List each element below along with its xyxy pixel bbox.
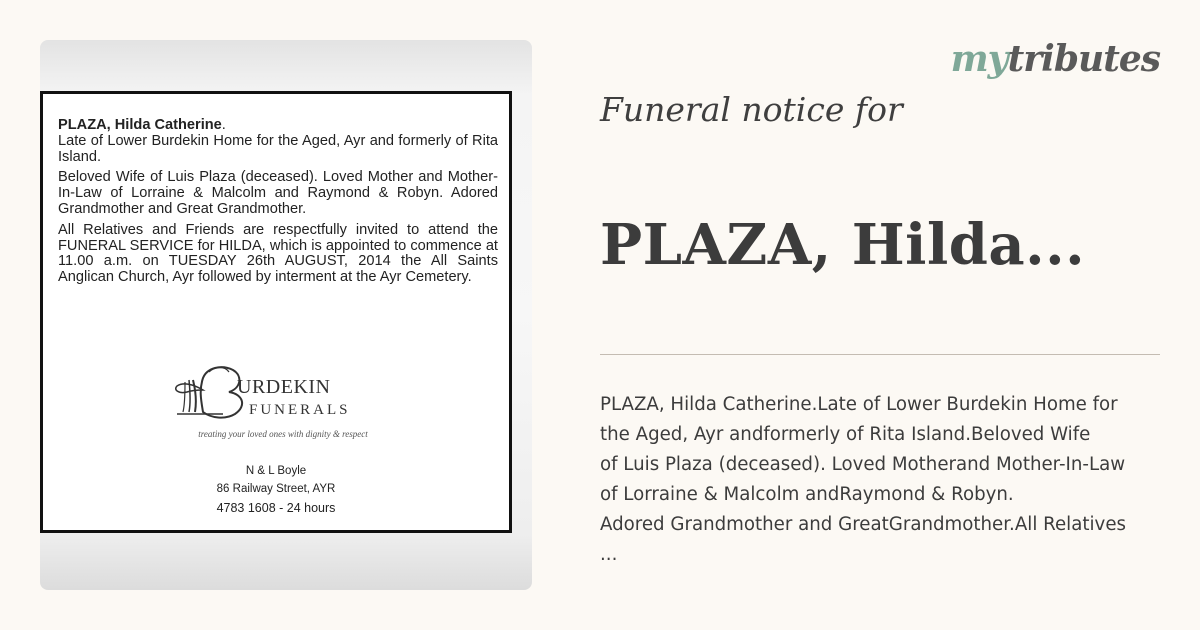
notice-subtitle: Funeral notice for [600, 90, 903, 129]
clipping-text [58, 118, 498, 291]
excerpt-line: PLAZA, Hilda Catherine.Late of Lower Burdekin Home for [600, 394, 1118, 415]
notice-image-panel [40, 40, 532, 590]
clipping-paragraph-1: Late of Lower Burdekin Home for the Aged, Ayr and formerly of Rita Island. [58, 132, 498, 165]
excerpt-line: of Luis Plaza (deceased). Loved Motherand Mother-In-Law [600, 454, 1126, 475]
brand-tributes: tributes [1007, 38, 1160, 80]
notice-excerpt [600, 390, 1190, 570]
name-suffix: . [221, 117, 226, 133]
director-phone: 4783 1608 - 24 hours [216, 501, 336, 515]
excerpt-line: the Aged, Ayr andformerly of Rita Island.Beloved Wife [600, 424, 1091, 445]
excerpt-ellipsis: ... [600, 544, 618, 565]
brand-my: my [950, 38, 1008, 80]
burdekin-funerals-logo [163, 366, 403, 446]
logo-burdekin-text: URDEKIN [237, 376, 331, 398]
logo-funerals-text: FUNERALS [249, 402, 351, 418]
funeral-director-contact [43, 462, 509, 518]
director-address: 86 Railway Street, AYR [216, 483, 336, 495]
clipping-paragraph-3: All Relatives and Friends are respectfully invited to attend the FUNERAL SERVICE for HILDA, which is appointed to commence at 11.00 a.m. on TUESDAY 26th AUGUST, 2014 the All Saints Anglican Church, Ayr followed by interment at the Ayr Cemetery. [58, 221, 498, 286]
excerpt-line: of Lorraine & Malcolm andRaymond & Robyn. [600, 484, 1014, 505]
newspaper-clipping [40, 91, 512, 533]
deceased-name: PLAZA, Hilda Catherine [58, 117, 222, 133]
clipping-paragraph-2: Beloved Wife of Luis Plaza (deceased). Loved Mother and Mother-In-Law of Lorraine & Malcolm and Raymond & Robyn. Adored Grandmother and Great Grandmother. [58, 169, 498, 217]
divider [600, 354, 1160, 355]
mytributes-logo[interactable] [951, 38, 1160, 80]
notice-title: PLAZA, Hilda... [600, 212, 1086, 278]
clipping-heading [58, 118, 498, 165]
excerpt-line: Adored Grandmother and GreatGrandmother.All Relatives [600, 514, 1126, 535]
logo-tagline: treating your loved ones with dignity & respect [198, 429, 368, 439]
director-name: N & L Boyle [245, 465, 307, 477]
